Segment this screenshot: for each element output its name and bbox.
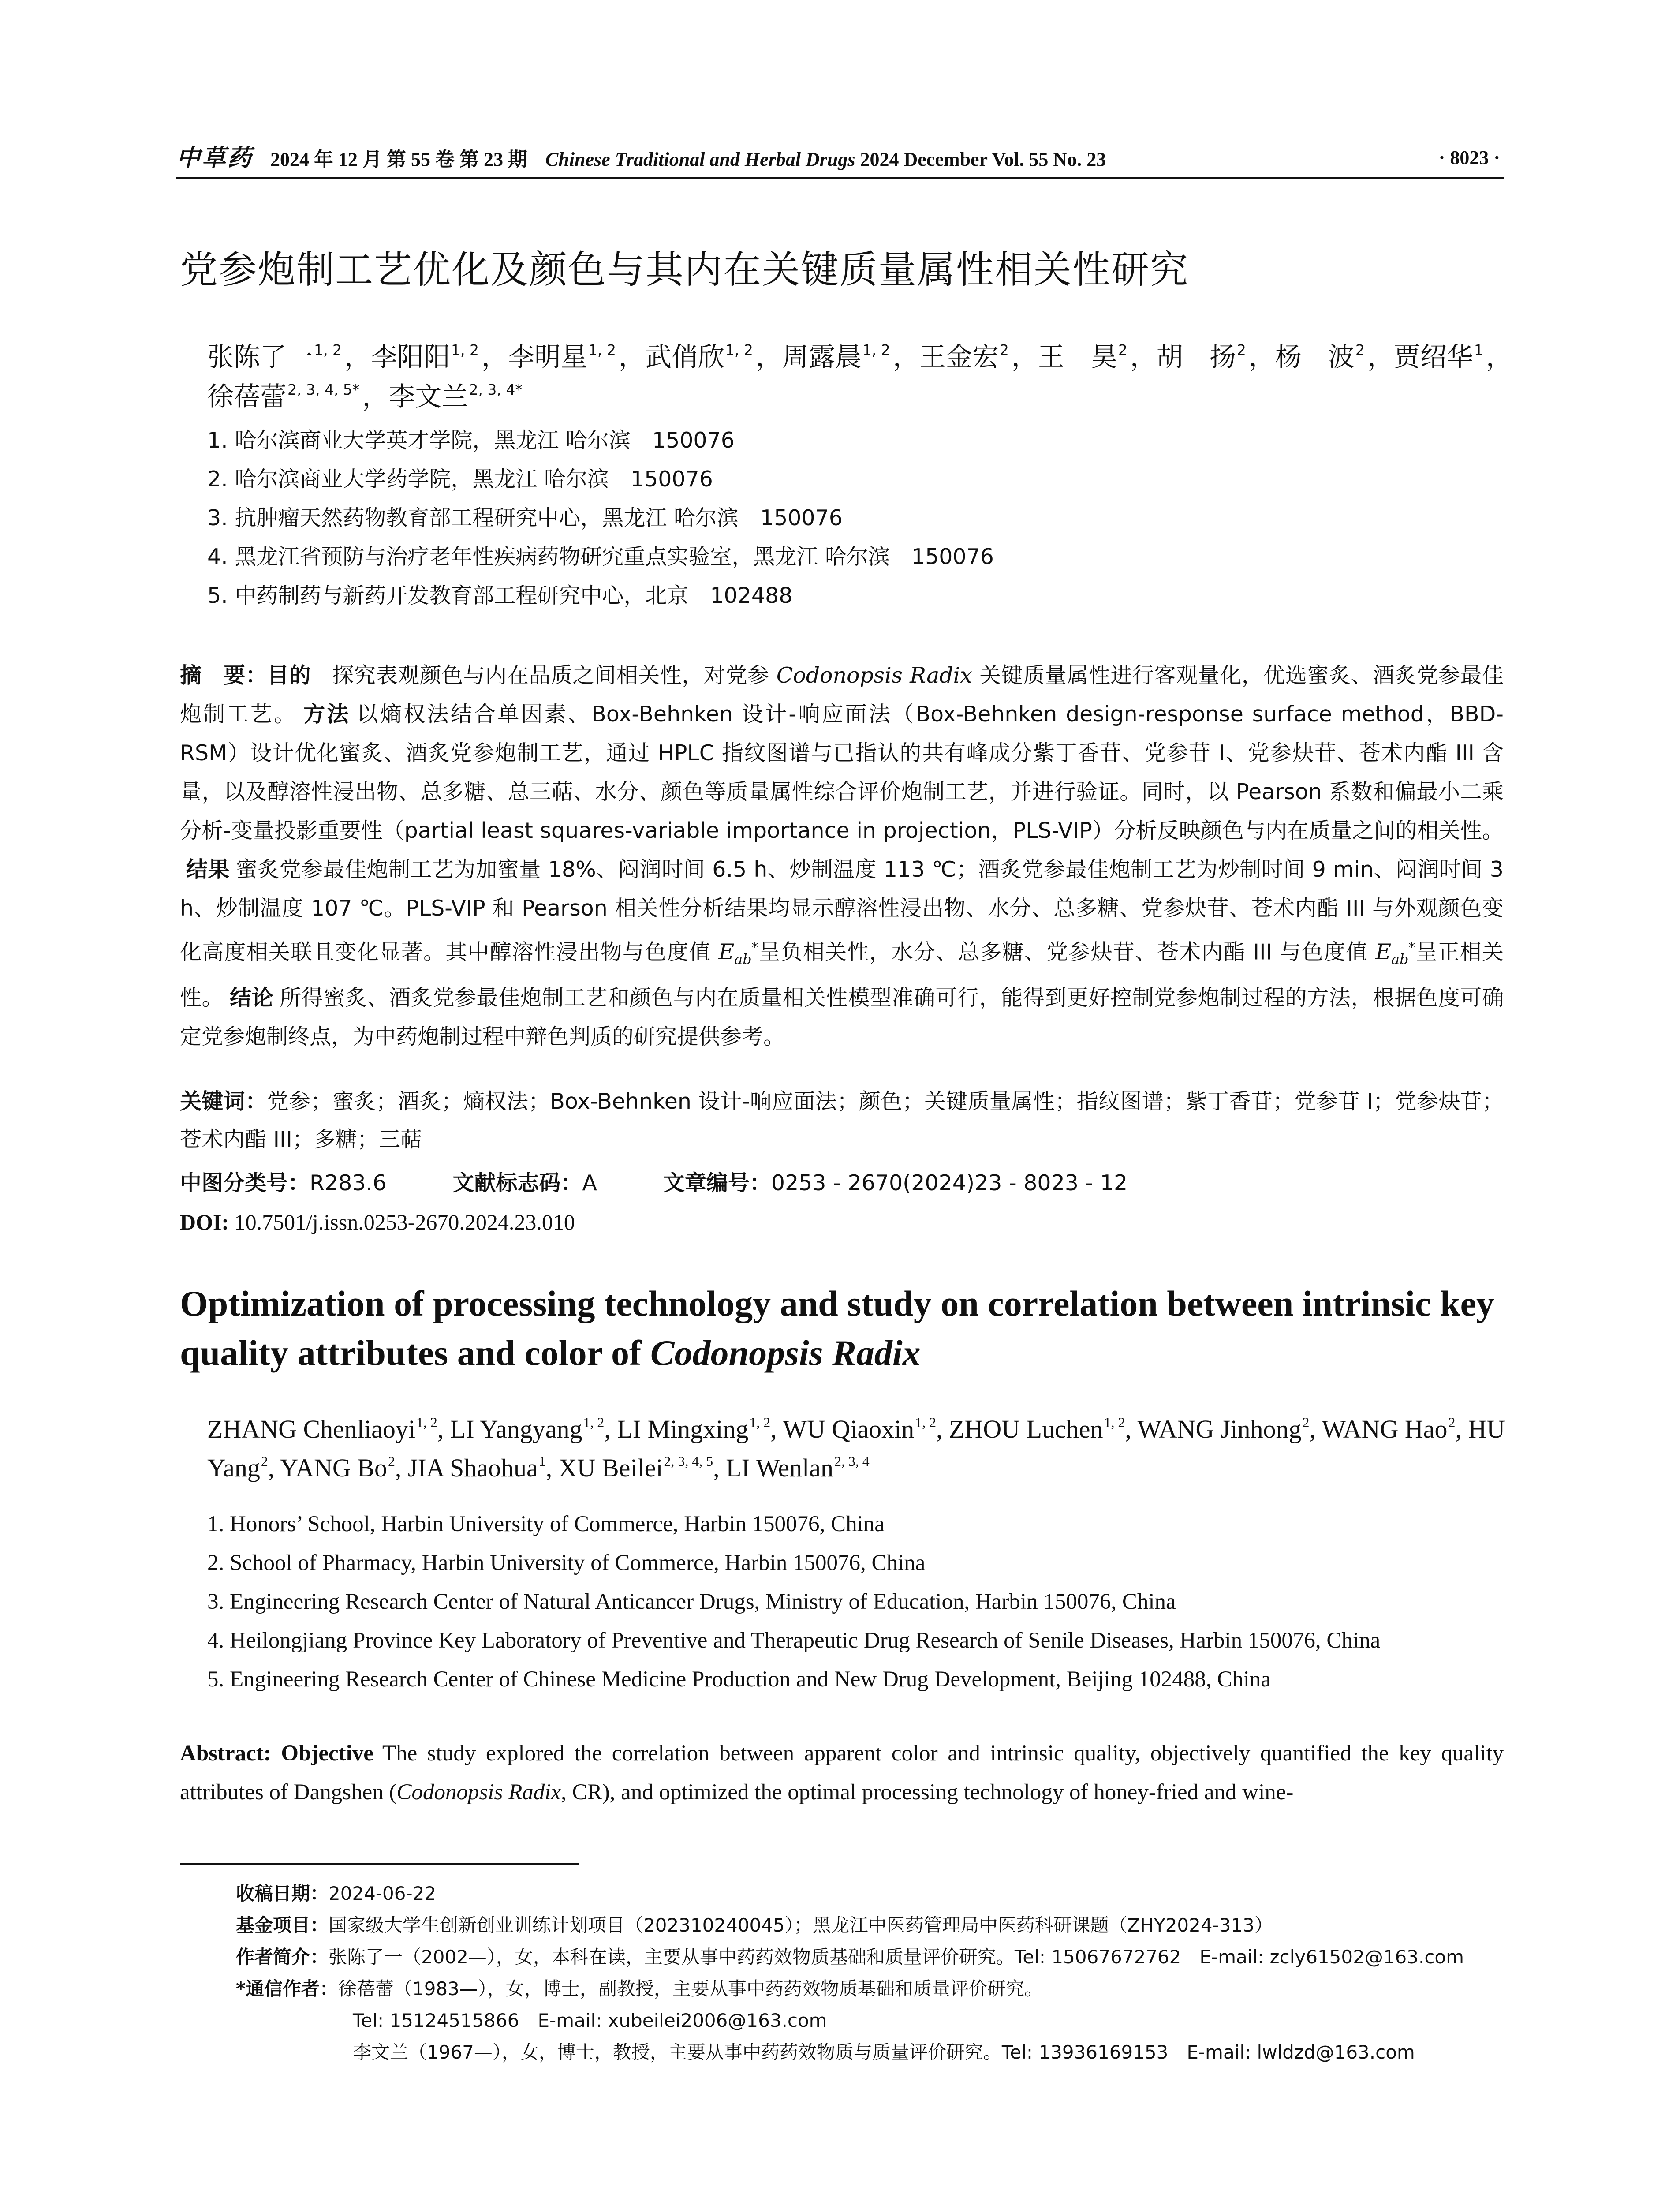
corresponding-author-2: 李文兰（1967—），女，博士，教授，主要从事中药药效物质与质量评价研究。Tel: 13936169153 E-mail: lwldzd@163.com: [353, 2041, 1415, 2063]
author-list-en: ZHANG Chenliaoyi$^{1, 2}$, LI Yangyang$^{1, 2}$, LI Mingxing$^{1, 2}$, WU Qiaoxin$^{1, 2}$, ZHOU Luchen$^{1, 2}$, WANG Jinhong$^2$, WANG Hao$^2$, HU Yang$^2$, YANG Bo$^2$, JIA Shaohua$^1$, XU Beilei$^{2, 3, 4, 5}$, LI Wenlan$^{2, 3, 4}$: [207, 1415, 1505, 1482]
conclusion-label: 结论: [230, 985, 274, 1011]
objective-text: 探究表观颜色与内在品质之间相关性，对党参: [332, 663, 777, 688]
author-name: 李文兰$^{2, 3, 4*}$: [388, 381, 523, 412]
funding: 基金项目：国家级大学生创新创业训练计划项目（202310240045）；黑龙江中医药管理局中医药科研课题（ZHY2024-313）: [236, 1914, 1273, 1936]
author-bio: 作者简介：张陈了一（2002—），女，本科在读，主要从事中药药效物质基础和质量评价研究。Tel: 15067672762 E-mail: zcly61502@163.com: [236, 1946, 1464, 1968]
affiliation-item: 4. 黑龙江省预防与治疗老年性疾病药物研究重点实验室，黑龙江 哈尔滨 150076: [207, 544, 994, 569]
author-list-cn: 张陈了一$^{1, 2}$ ，李阳阳$^{1, 2}$ ，李明星$^{1, 2}$ ，武俏欣$^{1, 2}$ ，周露晨$^{1, 2}$ ，王金宏$^2$ ，王 昊$^2$ ，胡 扬$^2$ ，杨 波$^2$ ，贾绍华$^1$ ，徐蓓蕾$^{2, 3, 4, 5*}$ ，李文兰$^{2, 3, 4*}$: [207, 341, 1512, 412]
journal-name-cn: 中草药: [176, 145, 253, 171]
latin-name: Codonopsis Radix: [650, 1333, 921, 1373]
abstract-cn: 摘 要：目的 探究表观颜色与内在品质之间相关性，对党参 Codonopsis Radix 关键质量属性进行客观量化，优选蜜炙、酒炙党参最佳炮制工艺。 方法 以熵权法结合单因素、Box-Behnken 设计-响应面法（Box-Behnken design-response surface method，BBD-RSM）设计优化蜜炙、酒炙党参炮制工艺，通过 HPLC 指纹图谱与已指认的共有峰成分紫丁香苷、党参苷 I、党参炔苷、苍术内酯 III 含量，以及醇溶性浸出物、总多糖、总三萜、水分、颜色等质量属性综合评价炮制工艺，并进行验证。同时，以 Pearson 系数和偏最小二乘分析-变量投影重要性（partial least squares-variable importance in projection，PLS-VIP）分析反映颜色与内在质量之间的相关性。结果 蜜炙党参最佳炮制工艺为加蜜量 18%、闷润时间 6.5 h、炒制温度 113 ℃；酒炙党参最佳炮制工艺为炒制时间 9 min、闷润时间 3 h、炒制温度 107 ℃。PLS-VIP 和 Pearson 相关性分析结果均显示醇溶性浸出物、水分、总多糖、党参炔苷、苍术内酯 III 与外观颜色变化高度相关联且变化显著。其中醇溶性浸出物与色度值 $E_{ab}^*$呈负相关性，水分、总多糖、党参炔苷、苍术内酯 III 与色度值 $E_{ab}^*$呈正相关性。 结论 所得蜜炙、酒炙党参最佳炮制工艺和颜色与内在质量相关性模型准确可行，能得到更好控制党参炮制过程的方法，根据色度可确定党参炮制终点，为中药炮制过程中辩色判质的研究提供参考。: [180, 663, 1504, 1050]
methods-text: 以熵权法结合单因素、Box-Behnken 设计-响应面法（Box-Behnken design-response surface method，BBD-RSM）设计优化蜜炙、酒炙党参炮制工艺，通过 HPLC 指纹图谱与已指认的共有峰成分紫丁香苷、党参苷 I、党参炔苷、苍术内酯 III 含量，以及醇溶性浸出物、总多糖、总三萜、水分、颜色等质量属性综合评价炮制工艺，并进行验证。同时，以 Pearson 系数和偏最小二乘分析-变量投影重要性（partial least squares-variable importance in projection，PLS-VIP）分析反映颜色与内在质量之间的相关性。: [180, 702, 1504, 843]
author-name: 周露晨$^{1, 2}$: [782, 341, 890, 373]
author-name: LI Wenlan$^{2, 3, 4}$: [726, 1454, 870, 1482]
author-name: ZHANG Chenliaoyi$^{1, 2}$: [207, 1415, 437, 1443]
color-variable: $E_{ab}$: [718, 939, 752, 968]
affiliation-item: 1. Honors’ School, Harbin University of Commerce, Harbin 150076, China: [207, 1512, 885, 1536]
header-rule: [176, 177, 1504, 179]
author-name: 胡 扬$^2$: [1156, 341, 1246, 373]
document-code-value: A: [582, 1170, 597, 1196]
color-variable: $E_{ab}$: [1375, 939, 1409, 968]
objective-label: 目的: [267, 663, 311, 688]
results-text: 蜜炙党参最佳炮制工艺为加蜜量 18%、闷润时间 6.5 h、炒制温度 113 ℃；酒炙党参最佳炮制工艺为炒制时间 9 min、闷润时间 3 h、炒制温度 107 ℃。PLS-VIP 和 Pearson 相关性分析结果均显示醇溶性浸出物、水分、总多糖、党参炔苷、苍术内酯 III 与外观颜色变化高度相关联且变化显著。其中醇溶性浸出物与色度值: [180, 857, 1504, 965]
author-name: YANG Bo$^2$: [280, 1454, 395, 1482]
affiliation-item: 1. 哈尔滨商业大学英才学院，黑龙江 哈尔滨 150076: [207, 428, 735, 453]
affiliation-item: 2. School of Pharmacy, Harbin University of Commerce, Harbin 150076, China: [207, 1551, 926, 1575]
author-name: 张陈了一$^{1, 2}$: [207, 341, 342, 373]
corresponding-contact: Tel: 15124515866 E-mail: xubeilei2006@163.com: [353, 2010, 827, 2031]
corresponding-author: *通信作者：徐蓓蕾（1983—），女，博士，副教授，主要从事中药药效物质基础和质量评价研究。: [236, 1978, 1043, 1999]
conclusion-text: 所得蜜炙、酒炙党参最佳炮制工艺和颜色与内在质量相关性模型准确可行，能得到更好控制党参炮制过程的方法，根据色度可确定党参炮制终点，为中药炮制过程中辩色判质的研究提供参考。: [180, 985, 1504, 1050]
article-number-value: 0253 - 2670(2024)23 - 8023 - 12: [771, 1170, 1128, 1196]
footnotes: [236, 1878, 1515, 2068]
affiliation-item: 3. 抗肿瘤天然药物教育部工程研究中心，黑龙江 哈尔滨 150076: [207, 505, 843, 531]
results-label: 结果: [186, 857, 230, 882]
author-name: 李阳阳$^{1, 2}$: [370, 341, 479, 373]
author-name: 杨 波$^2$: [1275, 341, 1365, 373]
results-text: 呈正相关性。: [180, 939, 1504, 1011]
affiliation-item: 4. Heilongjiang Province Key Laboratory of Preventive and Therapeutic Drug Research of Senile Diseases, Harbin 150076, China: [207, 1628, 1381, 1653]
author-name: 徐蓓蕾$^{2, 3, 4, 5*}$: [207, 381, 360, 412]
article-number-label: 文章编号：: [663, 1170, 771, 1196]
affiliation-item: 3. Engineering Research Center of Natural Anticancer Drugs, Ministry of Education, Harbin 150076, China: [207, 1589, 1176, 1614]
latin-name: Codonopsis Radix: [776, 663, 972, 688]
author-name: 贾绍华$^1$: [1393, 341, 1483, 373]
author-name: 王金宏$^2$: [919, 341, 1009, 373]
author-name: LI Mingxing$^{1, 2}$: [617, 1415, 771, 1443]
clc-value: R283.6: [310, 1170, 387, 1196]
objective-text: 关键质量属性进行客观量化，优选蜜炙、酒炙党参最佳炮制工艺。: [180, 663, 1504, 727]
doi-line: [180, 1203, 575, 1241]
affiliation-item: 5. Engineering Research Center of Chinese Medicine Production and New Drug Development, Beijing 102488, China: [207, 1667, 1271, 1692]
author-name: 王 昊$^2$: [1038, 341, 1127, 373]
affiliation-list-en: [207, 1505, 1521, 1699]
author-name: XU Beilei$^{2, 3, 4, 5}$: [558, 1454, 713, 1482]
author-name: WANG Hao$^2$: [1322, 1415, 1456, 1443]
author-name: HU Yang$^2$: [207, 1415, 1505, 1482]
methods-label: 方法: [303, 702, 351, 727]
author-name: WANG Jinhong$^2$: [1137, 1415, 1310, 1443]
received-date: 收稿日期：2024-06-22: [236, 1883, 437, 1904]
document-code-label: 文献标志码：: [452, 1170, 582, 1196]
affiliation-list-cn: [207, 421, 1521, 615]
author-name: WU Qiaoxin$^{1, 2}$: [783, 1415, 937, 1443]
keywords-cn: [180, 1083, 1504, 1159]
author-name: 武俏欣$^{1, 2}$: [645, 341, 753, 373]
issue-info-cn: 2024 年 12 月 第 55 卷 第 23 期: [270, 149, 527, 170]
keywords-label: 关键词：: [180, 1089, 267, 1114]
article-title-cn: 党参炮制工艺优化及颜色与其内在关键质量属性相关性研究: [180, 248, 1189, 292]
author-name: LI Yangyang$^{1, 2}$: [450, 1415, 605, 1443]
abstract-label-cn: 摘 要：: [180, 663, 268, 688]
author-name: ZHOU Luchen$^{1, 2}$: [949, 1415, 1125, 1443]
journal-name-en: Chinese Traditional and Herbal Drugs: [545, 149, 855, 170]
author-name: JIA Shaohua$^1$: [407, 1454, 546, 1482]
latin-name: Codonopsis Radix: [396, 1780, 561, 1805]
page-number: · 8023 ·: [1438, 147, 1500, 168]
affiliation-item: 5. 中药制药与新药开发教育部工程研究中心，北京 102488: [207, 583, 793, 608]
footnote-rule: [180, 1863, 579, 1865]
affiliation-item: 2. 哈尔滨商业大学药学院，黑龙江 哈尔滨 150076: [207, 467, 713, 492]
abstract-label-en: Abstract: Objective: [180, 1741, 373, 1766]
clc-label: 中图分类号：: [180, 1170, 310, 1196]
doi-label: DOI:: [180, 1210, 229, 1234]
issue-info-en: 2024 December Vol. 55 No. 23: [860, 149, 1106, 170]
author-name: 李明星$^{1, 2}$: [508, 341, 616, 373]
classification-line: [180, 1164, 1504, 1202]
results-text: 呈负相关性，水分、总多糖、党参炔苷、苍术内酯 III 与色度值: [758, 939, 1376, 965]
doi-value[interactable]: 10.7501/j.issn.0253-2670.2024.23.010: [234, 1210, 575, 1234]
article-title-en: Optimization of processing technology and study on correlation between intrinsic key quality attributes and color of Codonopsis Radix: [180, 1283, 1494, 1373]
keywords-text: 党参；蜜炙；酒炙；熵权法；Box-Behnken 设计-响应面法；颜色；关键质量属性；指纹图谱；紫丁香苷；党参苷 I；党参炔苷；苍术内酯 III；多糖；三萜: [180, 1089, 1504, 1152]
abstract-en: Abstract: Objective The study explored the correlation between apparent color and intrinsic quality, objectively quantified the key quality attributes of Dangshen (Codonopsis Radix, CR), and optimized the optimal processing technology of honey-fried and wine-: [180, 1741, 1504, 1805]
running-header: [176, 138, 1504, 178]
